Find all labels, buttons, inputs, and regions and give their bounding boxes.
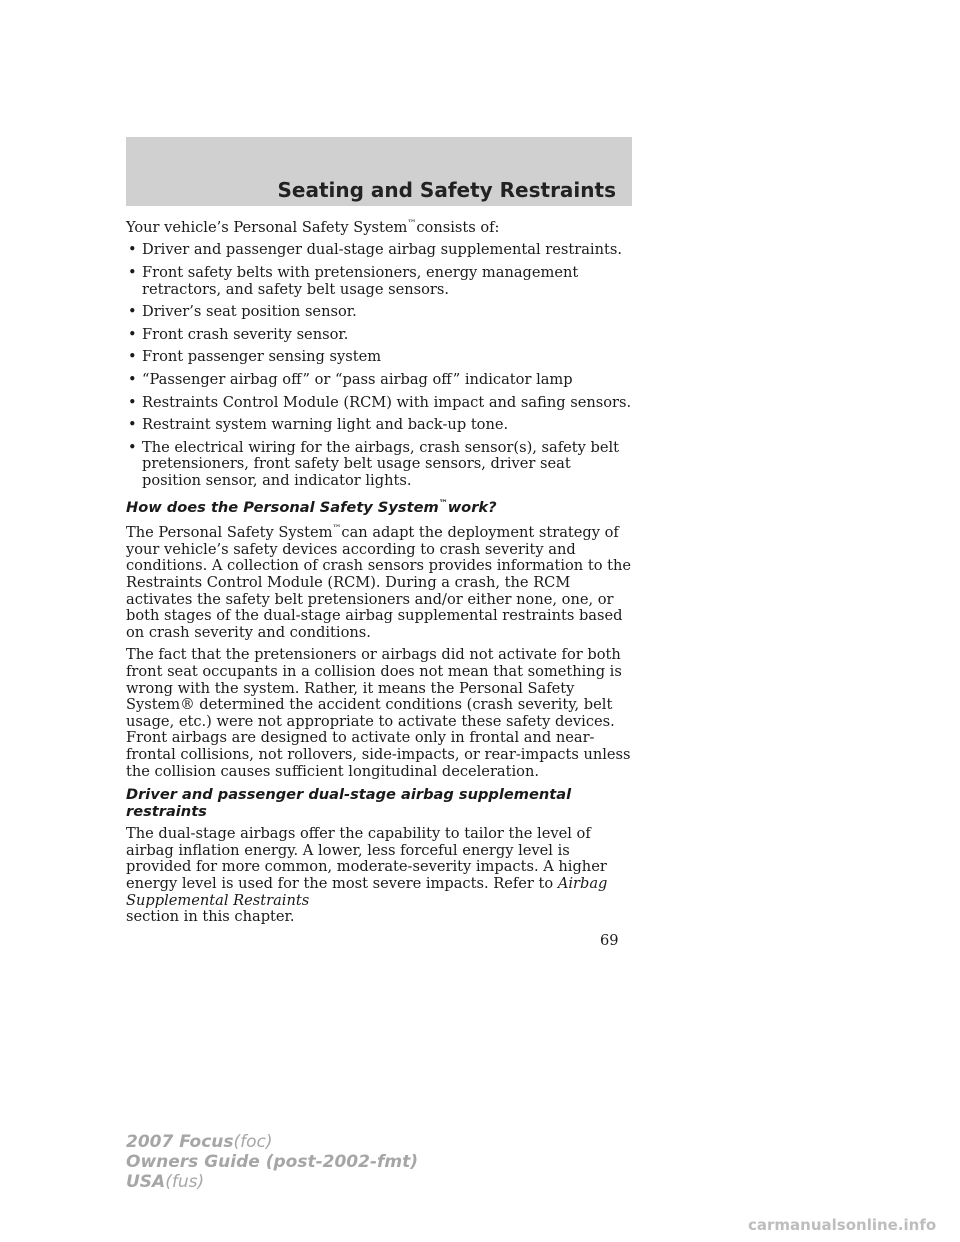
trademark-mark: ™: [438, 498, 448, 509]
page-content: [126, 216, 632, 932]
bullet-icon: •: [128, 348, 137, 366]
list-item: • Driver’s seat position sensor.: [128, 303, 357, 321]
paragraph-deployment-strategy: The Personal Safety System™can adapt the deployment strategy of your vehicle’s safety devices according to crash severity and conditions. A collection of crash sensors provides information to the Restraints Control Module (RCM). During a crash, the RCM activates the safety belt pretensioners and/or either none, one, or both stages of the dual-stage airbag supplemental restraints based on crash severity and conditions.: [126, 524, 632, 641]
trademark-mark: ™: [407, 219, 417, 229]
bullet-icon: •: [128, 325, 137, 343]
bullet-icon: •: [128, 371, 137, 389]
bullet-icon: •: [128, 303, 137, 321]
list-item: • Front safety belts with pretensioners, energy management retractors, and safety belt usage sensors.: [128, 264, 579, 298]
trademark-mark: ™: [332, 524, 342, 535]
airbag-section-reference: Airbag Supplemental Restraints: [126, 874, 608, 909]
bullet-icon: •: [128, 416, 137, 434]
footer-line-model: 2007 Focus(foc): [126, 1132, 273, 1152]
list-item: • Front crash severity sensor.: [128, 325, 349, 343]
chapter-title: Seating and Safety Restraints: [277, 178, 616, 202]
bullet-icon: •: [128, 438, 137, 456]
section-heading-dual-stage-airbags: Driver and passenger dual-stage airbag supplemental restraints: [126, 786, 572, 821]
document-footer: [126, 1132, 418, 1192]
footer-line-region: USA(fus): [126, 1172, 205, 1192]
page-number: 69: [600, 932, 619, 949]
intro-paragraph: Your vehicle’s Personal Safety System™consists of:: [126, 218, 500, 236]
list-item: • Driver and passenger dual-stage airbag supplemental restraints.: [128, 241, 622, 259]
bullet-icon: •: [128, 264, 137, 282]
list-item: • “Passenger airbag off” or “pass airbag off” indicator lamp: [128, 371, 573, 389]
chapter-header-band: [126, 137, 632, 206]
list-item: • Restraints Control Module (RCM) with impact and safing sensors.: [128, 393, 632, 411]
footer-line-guide: Owners Guide (post-2002-fmt): [126, 1152, 419, 1172]
bullet-icon: •: [128, 393, 137, 411]
list-item: • The electrical wiring for the airbags, crash sensor(s), safety belt pretensioners, front safety belt usage sensors, driver seat position sensor, and indicator lights.: [128, 438, 620, 489]
components-list: [126, 242, 632, 489]
bullet-icon: •: [128, 241, 137, 259]
section-heading-how-it-works: How does the Personal Safety System™work?: [126, 498, 497, 516]
list-item: • Front passenger sensing system: [128, 348, 382, 366]
paragraph-non-activation: The fact that the pretensioners or airbags did not activate for both front seat occupants in a collision does not mean that something is wrong with the system. Rather, it means the Personal Safety System® determined the accident conditions (crash severity, belt usage, etc.) were not appropriate to activate these safety devices. Front airbags are designed to activate only in frontal and near-frontal collisions, not rollovers, side-impacts, or rear-impacts unless the collision causes sufficient longitudinal deceleration.: [126, 646, 631, 780]
watermark: carmanualsonline.info: [748, 1216, 937, 1234]
list-item: • Restraint system warning light and back-up tone.: [128, 416, 509, 434]
paragraph-dual-stage: The dual-stage airbags offer the capability to tailor the level of airbag inflation energy. A lower, less forceful energy level is provided for more common, moderate-severity impacts. A higher energy level is used for the most severe impacts. Refer to Airbag Supplemental Restraints section in this chapter.: [126, 825, 608, 926]
